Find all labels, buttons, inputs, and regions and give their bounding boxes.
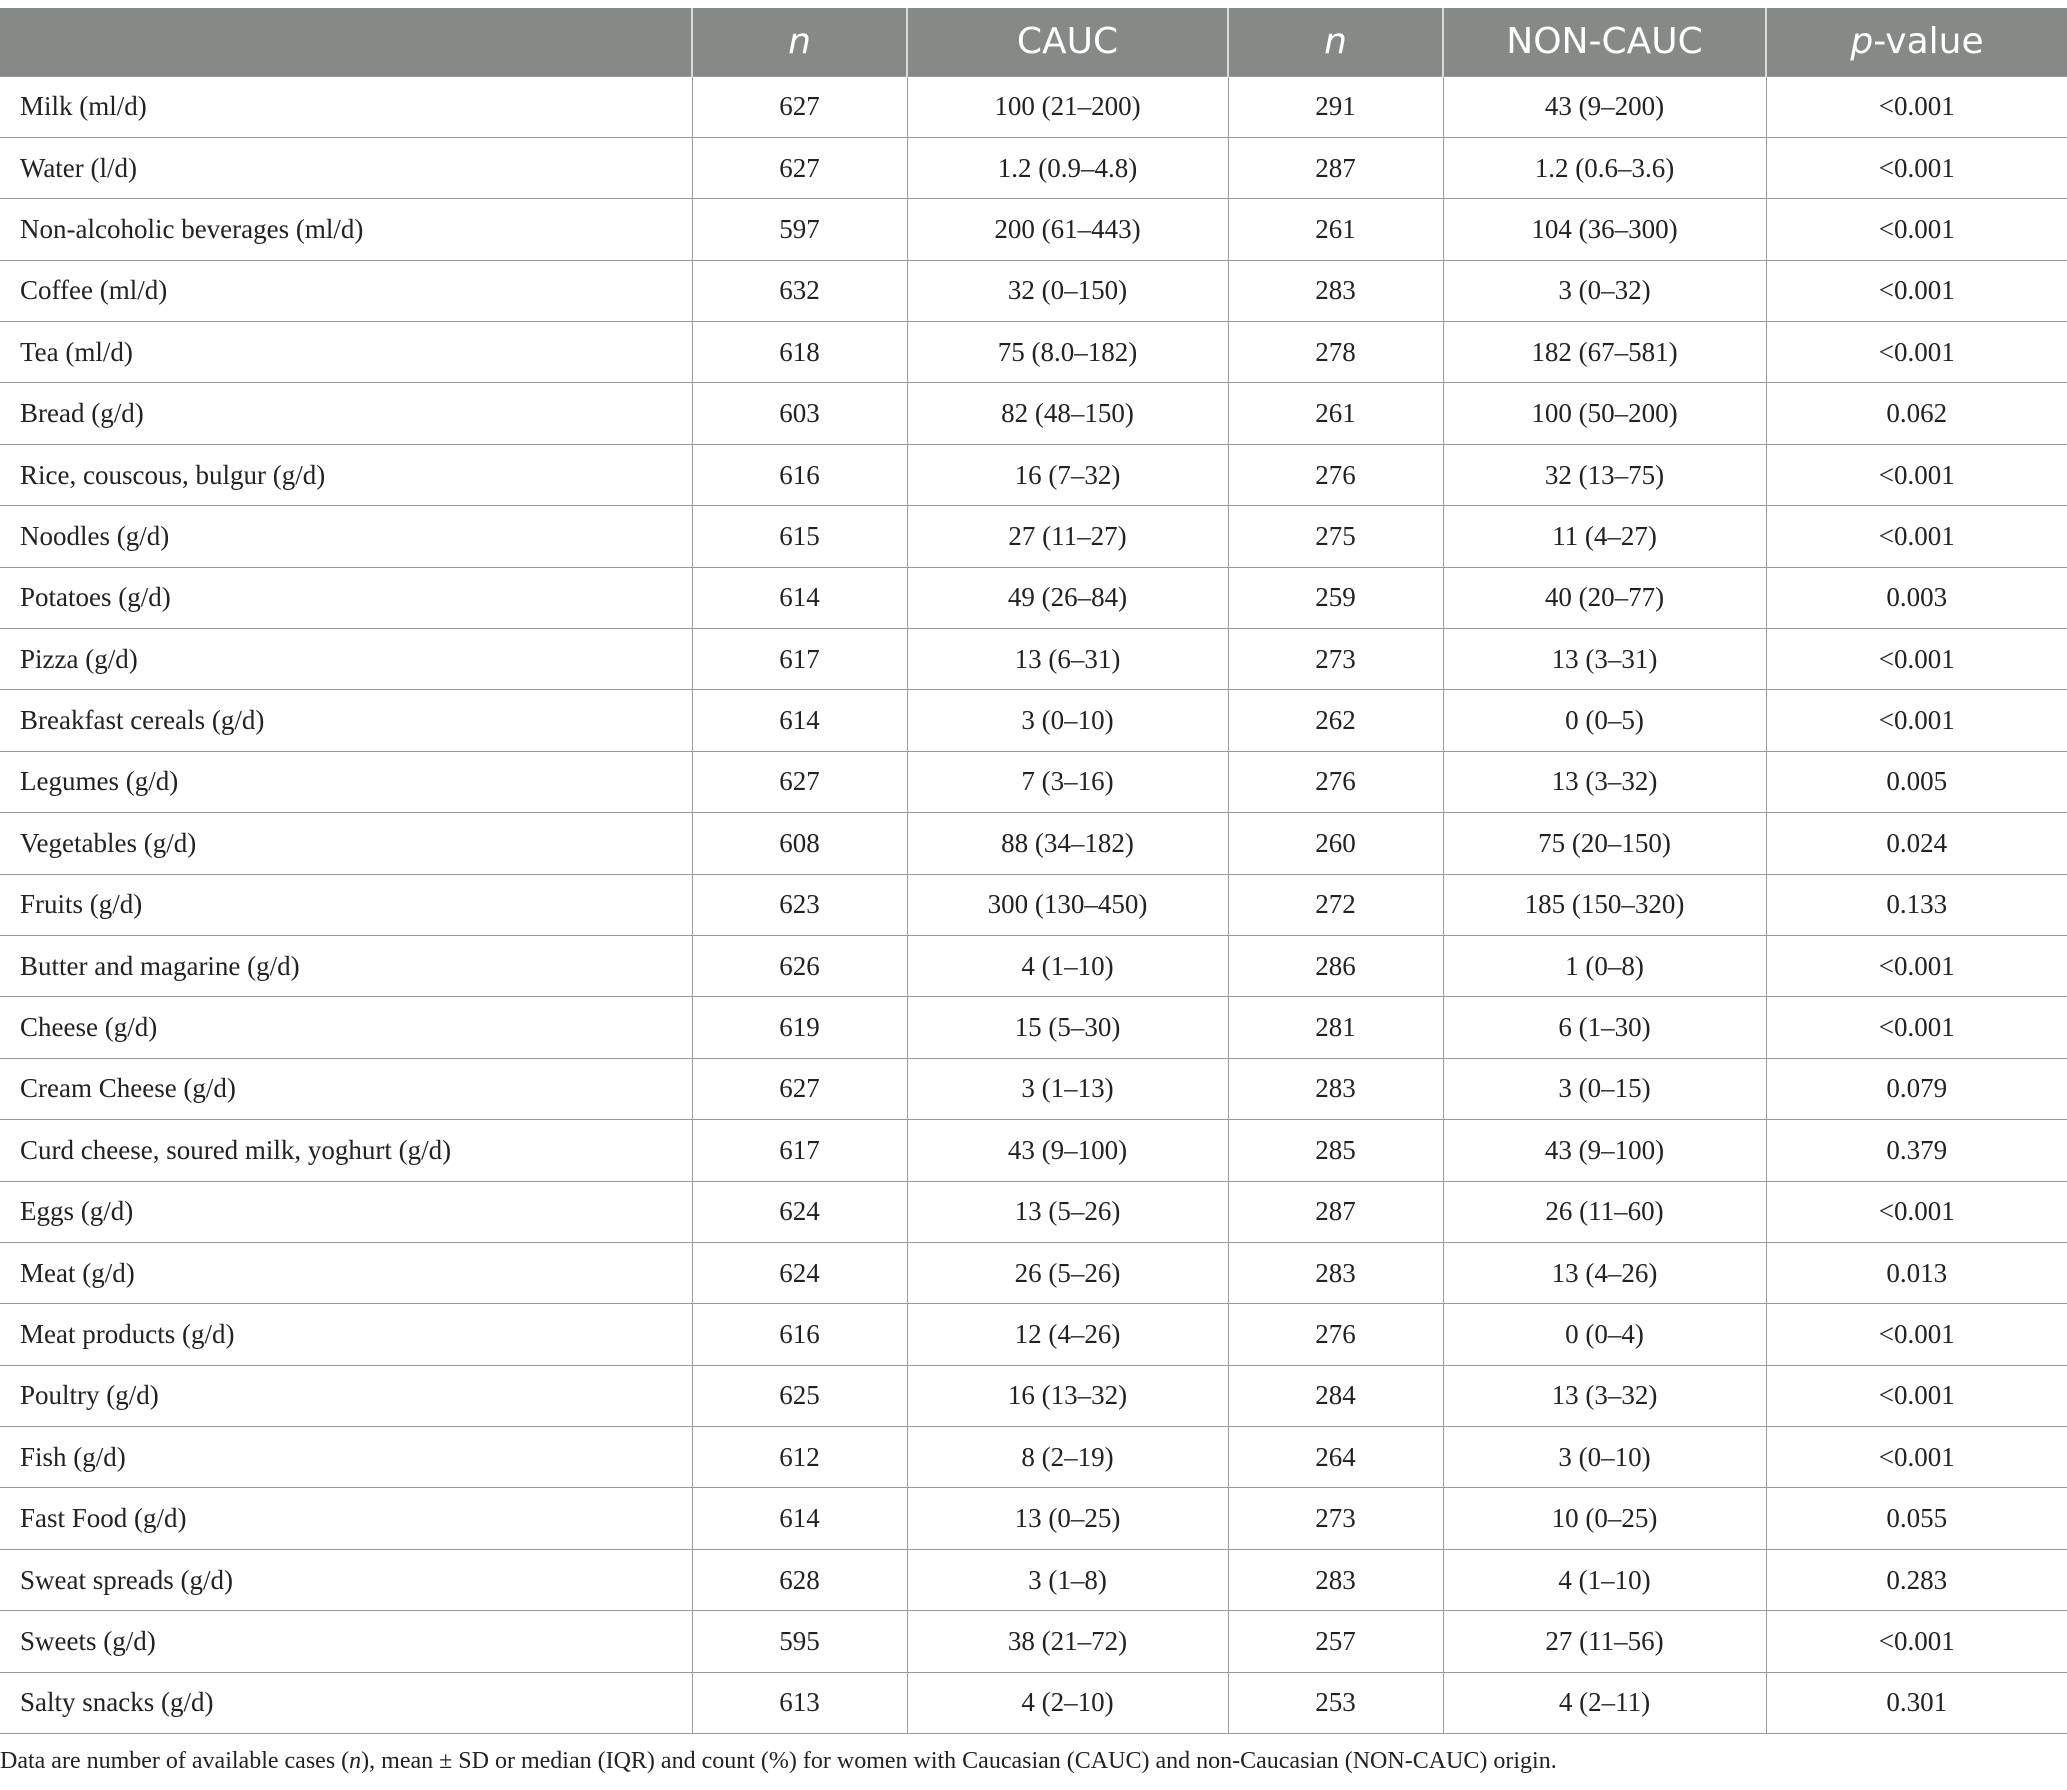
table-row bbox=[0, 567, 2067, 628]
cell-item: Sweat spreads (g/d) bbox=[0, 1549, 692, 1610]
cell-n-cauc: 616 bbox=[692, 1304, 907, 1365]
cell-n-cauc: 627 bbox=[692, 137, 907, 198]
cell-item: Curd cheese, soured milk, yoghurt (g/d) bbox=[0, 1120, 692, 1181]
header-cauc: CAUC bbox=[907, 8, 1228, 76]
cell-cauc: 16 (7–32) bbox=[907, 444, 1228, 505]
cell-p-value: <0.001 bbox=[1766, 322, 2067, 383]
table-row bbox=[0, 506, 2067, 567]
table-row bbox=[0, 1058, 2067, 1119]
table-row bbox=[0, 1304, 2067, 1365]
cell-noncauc: 0 (0–5) bbox=[1443, 690, 1766, 751]
cell-noncauc: 104 (36–300) bbox=[1443, 199, 1766, 260]
header-n-noncauc-label: n bbox=[1324, 21, 1347, 63]
cell-n-noncauc: 262 bbox=[1228, 690, 1443, 751]
cell-n-noncauc: 260 bbox=[1228, 813, 1443, 874]
cell-n-cauc: 595 bbox=[692, 1611, 907, 1672]
cell-p-value: <0.001 bbox=[1766, 1365, 2067, 1426]
cell-n-cauc: 613 bbox=[692, 1672, 907, 1733]
cell-n-cauc: 614 bbox=[692, 567, 907, 628]
cell-noncauc: 43 (9–100) bbox=[1443, 1120, 1766, 1181]
cell-noncauc: 1.2 (0.6–3.6) bbox=[1443, 137, 1766, 198]
cell-n-noncauc: 276 bbox=[1228, 1304, 1443, 1365]
table-row bbox=[0, 76, 2067, 137]
table-row bbox=[0, 1242, 2067, 1303]
table-body bbox=[0, 76, 2067, 1734]
cell-n-cauc: 627 bbox=[692, 76, 907, 137]
table-row bbox=[0, 1611, 2067, 1672]
cell-noncauc: 32 (13–75) bbox=[1443, 444, 1766, 505]
table-row bbox=[0, 1427, 2067, 1488]
table-row bbox=[0, 260, 2067, 321]
cell-p-value: <0.001 bbox=[1766, 506, 2067, 567]
table-row bbox=[0, 1549, 2067, 1610]
cell-n-noncauc: 257 bbox=[1228, 1611, 1443, 1672]
cell-item: Vegetables (g/d) bbox=[0, 813, 692, 874]
table-row bbox=[0, 690, 2067, 751]
table-footnote bbox=[0, 1748, 2067, 1775]
cell-cauc: 12 (4–26) bbox=[907, 1304, 1228, 1365]
cell-p-value: <0.001 bbox=[1766, 444, 2067, 505]
cell-n-noncauc: 283 bbox=[1228, 1242, 1443, 1303]
footnote-part1: Data are number of available cases ( bbox=[0, 1748, 350, 1774]
cell-cauc: 3 (0–10) bbox=[907, 690, 1228, 751]
table-row bbox=[0, 935, 2067, 996]
cell-p-value: <0.001 bbox=[1766, 629, 2067, 690]
cell-item: Rice, couscous, bulgur (g/d) bbox=[0, 444, 692, 505]
cell-n-noncauc: 264 bbox=[1228, 1427, 1443, 1488]
cell-noncauc: 13 (4–26) bbox=[1443, 1242, 1766, 1303]
cell-item: Noodles (g/d) bbox=[0, 506, 692, 567]
cell-n-cauc: 624 bbox=[692, 1242, 907, 1303]
table-row bbox=[0, 1488, 2067, 1549]
cell-cauc: 8 (2–19) bbox=[907, 1427, 1228, 1488]
cell-p-value: 0.003 bbox=[1766, 567, 2067, 628]
header-item bbox=[0, 8, 692, 76]
cell-n-noncauc: 261 bbox=[1228, 199, 1443, 260]
table-row bbox=[0, 1181, 2067, 1242]
cell-noncauc: 185 (150–320) bbox=[1443, 874, 1766, 935]
cell-n-cauc: 632 bbox=[692, 260, 907, 321]
cell-item: Meat products (g/d) bbox=[0, 1304, 692, 1365]
cell-n-noncauc: 259 bbox=[1228, 567, 1443, 628]
cell-item: Fish (g/d) bbox=[0, 1427, 692, 1488]
header-n-noncauc bbox=[1228, 8, 1443, 76]
cell-noncauc: 43 (9–200) bbox=[1443, 76, 1766, 137]
table-row bbox=[0, 629, 2067, 690]
cell-cauc: 16 (13–32) bbox=[907, 1365, 1228, 1426]
cell-p-value: 0.013 bbox=[1766, 1242, 2067, 1303]
footnote-n: n bbox=[349, 1748, 362, 1774]
cell-n-cauc: 597 bbox=[692, 199, 907, 260]
food-intake-table bbox=[0, 8, 2067, 1734]
cell-n-cauc: 603 bbox=[692, 383, 907, 444]
cell-noncauc: 1 (0–8) bbox=[1443, 935, 1766, 996]
cell-noncauc: 13 (3–31) bbox=[1443, 629, 1766, 690]
cell-n-cauc: 617 bbox=[692, 1120, 907, 1181]
cell-cauc: 27 (11–27) bbox=[907, 506, 1228, 567]
cell-n-cauc: 626 bbox=[692, 935, 907, 996]
cell-cauc: 13 (6–31) bbox=[907, 629, 1228, 690]
cell-n-cauc: 608 bbox=[692, 813, 907, 874]
cell-n-cauc: 624 bbox=[692, 1181, 907, 1242]
cell-n-noncauc: 291 bbox=[1228, 76, 1443, 137]
cell-item: Pizza (g/d) bbox=[0, 629, 692, 690]
header-p-rest: -value bbox=[1873, 21, 1984, 63]
table-row bbox=[0, 199, 2067, 260]
cell-noncauc: 26 (11–60) bbox=[1443, 1181, 1766, 1242]
cell-cauc: 7 (3–16) bbox=[907, 751, 1228, 812]
cell-cauc: 1.2 (0.9–4.8) bbox=[907, 137, 1228, 198]
table-row bbox=[0, 1365, 2067, 1426]
cell-item: Eggs (g/d) bbox=[0, 1181, 692, 1242]
table-row bbox=[0, 874, 2067, 935]
cell-noncauc: 100 (50–200) bbox=[1443, 383, 1766, 444]
cell-cauc: 88 (34–182) bbox=[907, 813, 1228, 874]
cell-n-noncauc: 287 bbox=[1228, 137, 1443, 198]
cell-p-value: <0.001 bbox=[1766, 199, 2067, 260]
cell-n-noncauc: 278 bbox=[1228, 322, 1443, 383]
cell-p-value: <0.001 bbox=[1766, 76, 2067, 137]
cell-n-cauc: 617 bbox=[692, 629, 907, 690]
cell-n-noncauc: 285 bbox=[1228, 1120, 1443, 1181]
cell-n-cauc: 618 bbox=[692, 322, 907, 383]
table-row bbox=[0, 997, 2067, 1058]
cell-item: Cream Cheese (g/d) bbox=[0, 1058, 692, 1119]
cell-cauc: 26 (5–26) bbox=[907, 1242, 1228, 1303]
cell-item: Water (l/d) bbox=[0, 137, 692, 198]
header-row bbox=[0, 8, 2067, 76]
cell-cauc: 13 (0–25) bbox=[907, 1488, 1228, 1549]
cell-noncauc: 11 (4–27) bbox=[1443, 506, 1766, 567]
cell-noncauc: 13 (3–32) bbox=[1443, 751, 1766, 812]
cell-cauc: 75 (8.0–182) bbox=[907, 322, 1228, 383]
cell-n-noncauc: 253 bbox=[1228, 1672, 1443, 1733]
cell-p-value: <0.001 bbox=[1766, 1611, 2067, 1672]
cell-n-cauc: 614 bbox=[692, 690, 907, 751]
cell-cauc: 82 (48–150) bbox=[907, 383, 1228, 444]
header-noncauc: NON-CAUC bbox=[1443, 8, 1766, 76]
header-p-value bbox=[1766, 8, 2067, 76]
cell-n-cauc: 628 bbox=[692, 1549, 907, 1610]
table-row bbox=[0, 322, 2067, 383]
cell-cauc: 200 (61–443) bbox=[907, 199, 1228, 260]
cell-noncauc: 182 (67–581) bbox=[1443, 322, 1766, 383]
cell-p-value: <0.001 bbox=[1766, 1181, 2067, 1242]
cell-p-value: <0.001 bbox=[1766, 997, 2067, 1058]
cell-noncauc: 3 (0–10) bbox=[1443, 1427, 1766, 1488]
cell-cauc: 3 (1–8) bbox=[907, 1549, 1228, 1610]
cell-noncauc: 3 (0–15) bbox=[1443, 1058, 1766, 1119]
table-row bbox=[0, 383, 2067, 444]
cell-n-cauc: 627 bbox=[692, 751, 907, 812]
cell-p-value: 0.283 bbox=[1766, 1549, 2067, 1610]
table-row bbox=[0, 751, 2067, 812]
header-n-cauc-label: n bbox=[788, 21, 811, 63]
footnote-part2: ), mean ± SD or median (IQR) and count (%) for women with Caucasian (CAUC) and non-Caucasian (NON-CAUC) origin. bbox=[361, 1748, 1557, 1774]
cell-item: Salty snacks (g/d) bbox=[0, 1672, 692, 1733]
cell-noncauc: 0 (0–4) bbox=[1443, 1304, 1766, 1365]
cell-p-value: 0.379 bbox=[1766, 1120, 2067, 1181]
cell-item: Bread (g/d) bbox=[0, 383, 692, 444]
cell-cauc: 15 (5–30) bbox=[907, 997, 1228, 1058]
cell-noncauc: 13 (3–32) bbox=[1443, 1365, 1766, 1426]
cell-cauc: 49 (26–84) bbox=[907, 567, 1228, 628]
cell-item: Potatoes (g/d) bbox=[0, 567, 692, 628]
cell-cauc: 13 (5–26) bbox=[907, 1181, 1228, 1242]
cell-n-noncauc: 261 bbox=[1228, 383, 1443, 444]
cell-cauc: 32 (0–150) bbox=[907, 260, 1228, 321]
table-row bbox=[0, 813, 2067, 874]
cell-n-cauc: 625 bbox=[692, 1365, 907, 1426]
cell-cauc: 100 (21–200) bbox=[907, 76, 1228, 137]
cell-noncauc: 4 (2–11) bbox=[1443, 1672, 1766, 1733]
cell-cauc: 300 (130–450) bbox=[907, 874, 1228, 935]
table-row bbox=[0, 1120, 2067, 1181]
cell-noncauc: 6 (1–30) bbox=[1443, 997, 1766, 1058]
cell-p-value: 0.024 bbox=[1766, 813, 2067, 874]
cell-p-value: <0.001 bbox=[1766, 260, 2067, 321]
cell-cauc: 4 (2–10) bbox=[907, 1672, 1228, 1733]
cell-n-noncauc: 283 bbox=[1228, 260, 1443, 321]
cell-noncauc: 3 (0–32) bbox=[1443, 260, 1766, 321]
cell-p-value: 0.005 bbox=[1766, 751, 2067, 812]
table-row bbox=[0, 444, 2067, 505]
cell-item: Legumes (g/d) bbox=[0, 751, 692, 812]
cell-item: Breakfast cereals (g/d) bbox=[0, 690, 692, 751]
header-n-cauc bbox=[692, 8, 907, 76]
cell-p-value: <0.001 bbox=[1766, 1304, 2067, 1365]
cell-n-noncauc: 273 bbox=[1228, 629, 1443, 690]
cell-p-value: 0.301 bbox=[1766, 1672, 2067, 1733]
cell-p-value: 0.133 bbox=[1766, 874, 2067, 935]
cell-n-noncauc: 275 bbox=[1228, 506, 1443, 567]
cell-n-noncauc: 283 bbox=[1228, 1058, 1443, 1119]
cell-n-noncauc: 287 bbox=[1228, 1181, 1443, 1242]
header-p-italic: p bbox=[1850, 21, 1874, 63]
cell-n-cauc: 623 bbox=[692, 874, 907, 935]
cell-noncauc: 27 (11–56) bbox=[1443, 1611, 1766, 1672]
cell-item: Coffee (ml/d) bbox=[0, 260, 692, 321]
cell-p-value: 0.079 bbox=[1766, 1058, 2067, 1119]
cell-noncauc: 75 (20–150) bbox=[1443, 813, 1766, 874]
cell-item: Meat (g/d) bbox=[0, 1242, 692, 1303]
cell-p-value: <0.001 bbox=[1766, 690, 2067, 751]
cell-n-noncauc: 276 bbox=[1228, 751, 1443, 812]
cell-n-noncauc: 281 bbox=[1228, 997, 1443, 1058]
cell-cauc: 38 (21–72) bbox=[907, 1611, 1228, 1672]
cell-n-noncauc: 272 bbox=[1228, 874, 1443, 935]
cell-n-cauc: 615 bbox=[692, 506, 907, 567]
cell-p-value: <0.001 bbox=[1766, 1427, 2067, 1488]
table-container bbox=[0, 8, 2067, 1734]
cell-noncauc: 10 (0–25) bbox=[1443, 1488, 1766, 1549]
cell-n-noncauc: 283 bbox=[1228, 1549, 1443, 1610]
cell-item: Milk (ml/d) bbox=[0, 76, 692, 137]
cell-noncauc: 40 (20–77) bbox=[1443, 567, 1766, 628]
cell-n-cauc: 616 bbox=[692, 444, 907, 505]
cell-n-noncauc: 273 bbox=[1228, 1488, 1443, 1549]
cell-n-cauc: 614 bbox=[692, 1488, 907, 1549]
cell-item: Butter and magarine (g/d) bbox=[0, 935, 692, 996]
cell-n-cauc: 619 bbox=[692, 997, 907, 1058]
cell-n-noncauc: 284 bbox=[1228, 1365, 1443, 1426]
cell-item: Non-alcoholic beverages (ml/d) bbox=[0, 199, 692, 260]
cell-p-value: <0.001 bbox=[1766, 935, 2067, 996]
cell-cauc: 3 (1–13) bbox=[907, 1058, 1228, 1119]
table-row bbox=[0, 1672, 2067, 1733]
cell-n-noncauc: 286 bbox=[1228, 935, 1443, 996]
cell-item: Sweets (g/d) bbox=[0, 1611, 692, 1672]
cell-n-cauc: 612 bbox=[692, 1427, 907, 1488]
cell-cauc: 43 (9–100) bbox=[907, 1120, 1228, 1181]
table-row bbox=[0, 137, 2067, 198]
cell-n-cauc: 627 bbox=[692, 1058, 907, 1119]
cell-item: Fruits (g/d) bbox=[0, 874, 692, 935]
cell-item: Tea (ml/d) bbox=[0, 322, 692, 383]
cell-item: Cheese (g/d) bbox=[0, 997, 692, 1058]
cell-cauc: 4 (1–10) bbox=[907, 935, 1228, 996]
cell-item: Poultry (g/d) bbox=[0, 1365, 692, 1426]
cell-p-value: 0.062 bbox=[1766, 383, 2067, 444]
cell-n-noncauc: 276 bbox=[1228, 444, 1443, 505]
cell-noncauc: 4 (1–10) bbox=[1443, 1549, 1766, 1610]
cell-p-value: 0.055 bbox=[1766, 1488, 2067, 1549]
cell-p-value: <0.001 bbox=[1766, 137, 2067, 198]
cell-item: Fast Food (g/d) bbox=[0, 1488, 692, 1549]
